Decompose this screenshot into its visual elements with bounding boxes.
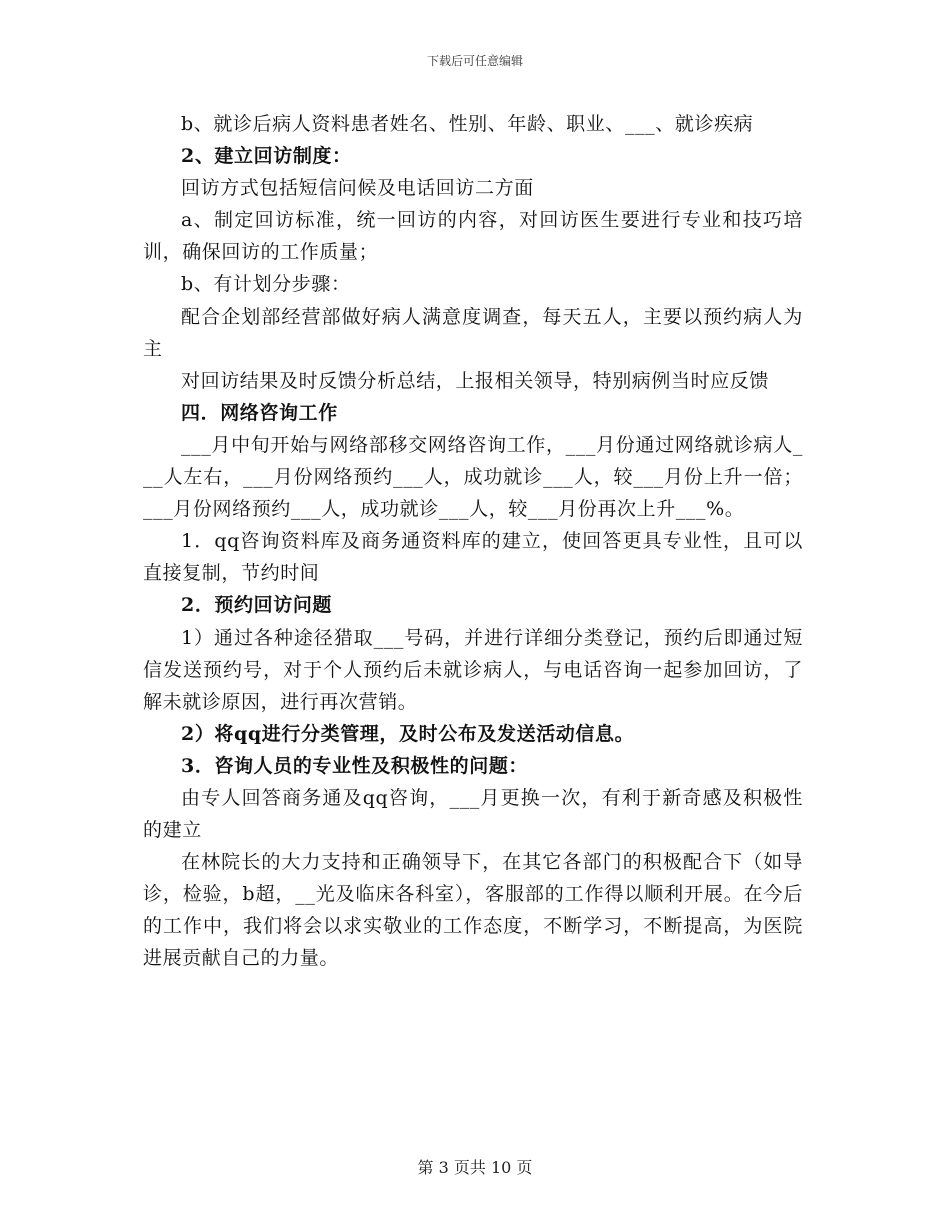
- paragraph-satisfaction-survey: 配合企划部经营部做好病人满意度调查，每天五人，主要以预约病人为主: [143, 305, 803, 360]
- paragraph-qq-database: 1．qq咨询资料库及商务通资料库的建立，使回答更具专业性，且可以直接复制，节约时间: [143, 530, 803, 585]
- paragraph-planned-steps: b、有计划分步骤：: [181, 273, 351, 296]
- paragraph-feedback-summary: 对回访结果及时反馈分析总结，上报相关领导，特别病例当时应反馈: [181, 369, 770, 392]
- paragraph-online-stats: ___月中旬开始与网络部移交网络咨询工作，___月份通过网络就诊病人___人左右，___月份网络预约___人，成功就诊___人，较___月份上升一倍；___月份网络预约___人，成功就诊___人，较___月份再次上升___%。: [143, 433, 803, 521]
- page-footer: 第 3 页共 10 页: [417, 1158, 533, 1177]
- paragraph-follow-up-methods: 回访方式包括短信问候及电话回访二方面: [181, 177, 534, 200]
- paragraph-appointment-process: 1）通过各种途径猎取___号码，并进行详细分类登记，预约后即通过短信发送预约号，对于个人预约后未就诊病人，与电话咨询一起参加回访，了解未就诊原因，进行再次营销。: [143, 626, 803, 713]
- paragraph-follow-up-standard: a、制定回访标准，统一回访的内容，对回访医生要进行专业和技巧培训，确保回访的工作质量；: [143, 209, 803, 264]
- heading-online-consulting: 四．网络咨询工作: [181, 401, 338, 424]
- paragraph-qq-management: 2）将qq进行分类管理，及时公布及发送活动信息。: [181, 722, 635, 745]
- heading-follow-up-system: 2、建立回访制度：: [181, 145, 352, 168]
- paragraph-conclusion: 在林院长的大力支持和正确领导下，在其它各部门的积极配合下（如导诊，检验，b超，__光及临床各科室），客服部的工作得以顺利开展。在今后的工作中，我们将会以求实敬业的工作态度，不断学习，不断提高，为医院进展贡献自己的力量。: [143, 851, 803, 970]
- paragraph-dedicated-staff: 由专人回答商务通及qq咨询，___月更换一次，有利于新奇感及积极性的建立: [143, 786, 803, 842]
- heading-appointment-follow-up: 2．预约回访问题: [181, 594, 333, 617]
- page-header: 下载后可任意编辑: [426, 54, 523, 68]
- document-body: [143, 108, 803, 975]
- heading-staff-professionalism: 3．咨询人员的专业性及积极性的问题：: [181, 754, 529, 777]
- paragraph-patient-info: b、就诊后病人资料患者姓名、性别、年龄、职业、___、就诊疾病: [181, 113, 754, 135]
